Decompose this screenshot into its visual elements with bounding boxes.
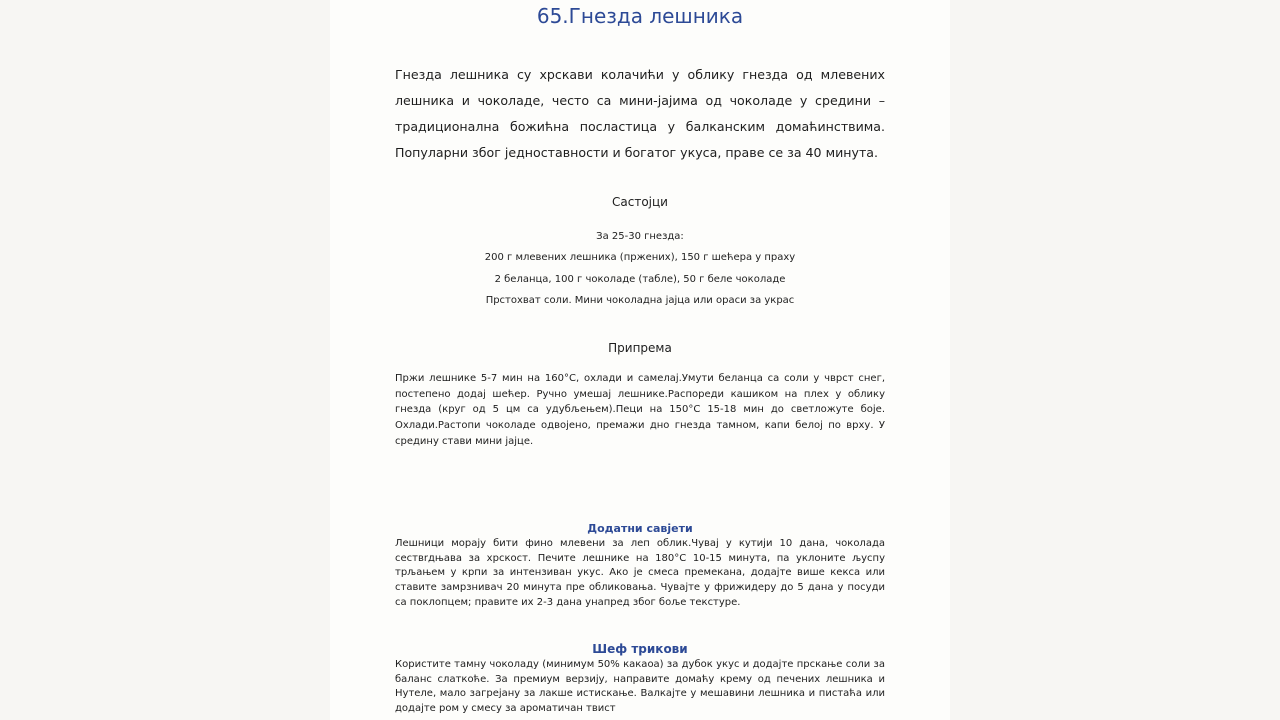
tips-paragraph: Лешници морају бити фино млевени за леп облик.Чувај у кутији 10 дана, чоколада сествrдњава за хрскост. Печите лешнике на 180°C 10-15 минута, па уклоните љуспу трљањем у крпи за интензиван укус. Ако је смеса премекана, додајте више кекса или ставите замрзнивач 20 минута пре обликовања. Чувајте у фрижидеру до 5 дана у посуди са поклопцем; правите их 2-3 дана унапред због боље текстуре. — [395, 538, 885, 608]
intro-paragraph: Гнезда лешника су хрскави колачићи у облику гнезда од млевених лешника и чоколаде, често са мини-јајима од чоколаде у средини – традиционална божићна посластица у балканским домаћинствима. Популарни због једноставности и богатог укуса, праве се за 40 минута. — [395, 67, 885, 160]
ingredient-line: За 25-30 гнезда: — [596, 231, 684, 242]
chef-tricks-heading: Шеф трикови — [592, 642, 688, 656]
preparation-paragraph: Пржи лешнике 5-7 мин на 160°C, охлади и самелај.Умути беланца са соли у чврст снег, постепено додај шећер. Ручно умешај лешнике.Распореди кашиком на плех у облику гнезда (круг од 5 цм са удубљењем).Пеци на 150°C 15-18 мин до светложуте боје. Охлади.Растопи чоколаде одвојено, премажи дно гнезда тамном, капи белој по врху. У средину стави мини јајце. — [395, 373, 885, 447]
ingredients-heading: Састојци — [612, 195, 668, 209]
ingredient-line: 200 г млевених лешника (пржених), 150 г шећера у праху — [484, 252, 796, 264]
ingredients-list — [395, 228, 885, 313]
tips-heading: Додатни савјети — [587, 522, 693, 535]
chef-tricks-paragraph: Користите тамну чоколаду (минимум 50% какаоа) за дубок укус и додајте прскање соли за баланс слаткоће. За премиум верзију, направите домаћу крему од печених лешника и Нутеле, мало загрејану за лакше истискање. Валкајте у мешавини лешника и пистаћа или додајте ром у смесу за ароматичан твист — [395, 659, 885, 715]
preparation-heading: Припрема — [608, 341, 672, 355]
ingredient-line: Прстохват соли. Мини чоколадна јајца или ораси за украс — [485, 294, 795, 306]
recipe-title: 65.Гнезда лешника — [536, 4, 744, 28]
ingredient-line: 2 беланца, 100 г чоколаде (табле), 50 г беле чоколаде — [494, 273, 786, 285]
